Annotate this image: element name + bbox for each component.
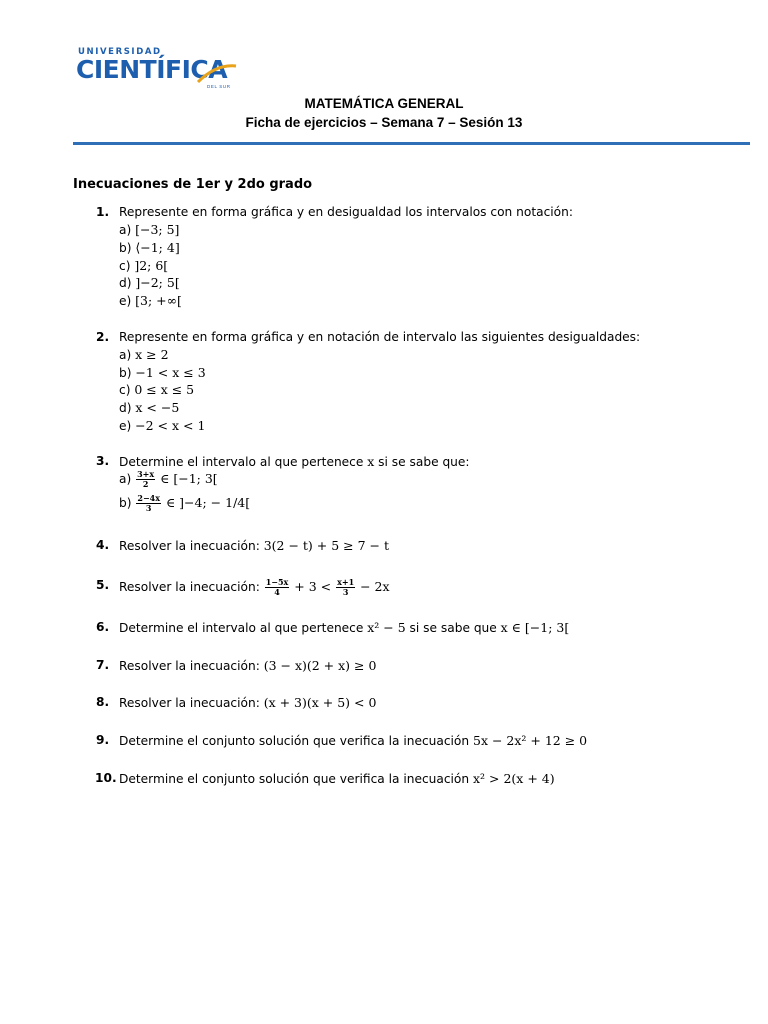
section-heading: Inecuaciones de 1er y 2do grado [73, 177, 313, 192]
exercise-number: 3. [96, 454, 110, 468]
exercise-text: Determine el intervalo al que pertenece x si se sabe que: [119, 454, 470, 469]
exercise-text: Represente en forma gráfica y en notación de intervalo las siguientes desigualdades: [119, 330, 641, 344]
exercise-1-item-c: c) ]2; 6[ [119, 258, 169, 273]
exercise-1-item-e: e) [3; +∞[ [119, 293, 182, 308]
exercise-3-item-a: a) $\frac{3+x}{2}$ ∈ [−1; 3[ [119, 469, 218, 489]
header-divider [73, 142, 750, 145]
exercise-number: 4. [96, 538, 110, 552]
exercise-text: Represente en forma gráfica y en desigualdad los intervalos con notación: [119, 205, 573, 219]
university-logo [76, 47, 246, 94]
exercise-text: Determine el intervalo al que pertenece x² − 5 si se sabe que x ∈ [−1; 3[ [119, 620, 570, 635]
exercise-number: 9. [96, 733, 110, 747]
exercise-2-item-e: e) −2 < x < 1 [119, 418, 206, 433]
exercise-number: 8. [96, 695, 110, 709]
exercise-text: Resolver la inecuación: 3(2 − t) + 5 ≥ 7 − t [119, 538, 389, 553]
exercise-1-item-b: b) ⟨−1; 4] [119, 240, 180, 255]
exercise-2-item-b: b) −1 < x ≤ 3 [119, 365, 206, 380]
fraction: $\frac{1-5x}{4}$ [265, 577, 289, 597]
fraction: $\frac{3+x}{2}$ [137, 469, 155, 489]
logo-line-2: CIENTÍFICA [76, 55, 228, 84]
exercise-text: Determine el conjunto solución que verifica la inecuación x² > 2(x + 4) [119, 771, 555, 786]
exercise-number: 5. [96, 578, 110, 592]
page-title: MATEMÁTICA GENERAL [304, 96, 464, 111]
fraction: $\frac{x+1}{3}$ [337, 577, 355, 597]
exercise-text: Resolver la inecuación: (x + 3)(x + 5) < 0 [119, 695, 377, 710]
exercise-1-item-d: d) ]−2; 5[ [119, 275, 180, 290]
exercise-number: 2. [96, 330, 110, 344]
logo-line-1: UNIVERSIDAD [78, 47, 162, 57]
exercise-1-item-a: a) [−3; 5] [119, 222, 180, 237]
exercise-2-item-d: d) x < −5 [119, 400, 180, 415]
exercise-text: Resolver la inecuación: $\frac{1-5x}{4}$ + 3 < $\frac{x+1}{3}$ − 2x [119, 577, 390, 597]
exercise-3-item-b: b) $\frac{2-4x}{3}$ ∈ ]−4; − 1/4[ [119, 493, 251, 513]
exercise-number: 1. [96, 205, 110, 219]
exercise-text: Determine el conjunto solución que verifica la inecuación 5x − 2x² + 12 ≥ 0 [119, 733, 588, 748]
exercise-2-item-c: c) 0 ≤ x ≤ 5 [119, 382, 195, 397]
fraction: $\frac{2-4x}{3}$ [137, 493, 160, 513]
exercise-text: Resolver la inecuación: (3 − x)(2 + x) ≥ 0 [119, 658, 377, 673]
page-subtitle: Ficha de ejercicios – Semana 7 – Sesión 13 [245, 115, 523, 130]
logo-swoosh-icon [196, 62, 240, 86]
logo-line-3: DEL SUR [207, 84, 231, 89]
exercise-number: 6. [96, 620, 110, 634]
exercise-2-item-a: a) x ≥ 2 [119, 347, 169, 362]
exercise-number: 10. [95, 771, 117, 785]
exercise-number: 7. [96, 658, 110, 672]
